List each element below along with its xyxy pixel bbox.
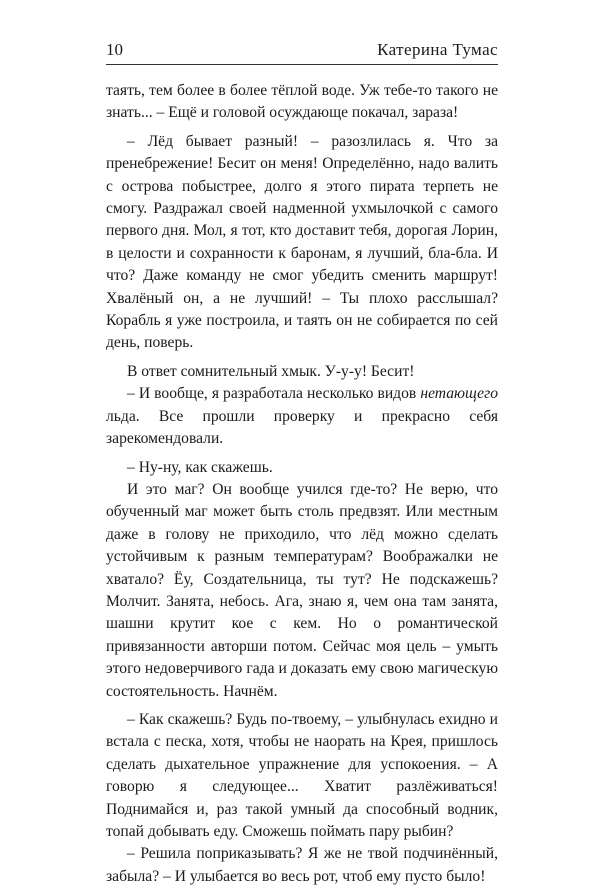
paragraph: В ответ сомнительный хмык. У-у-у! Бесит! xyxy=(127,362,415,380)
paragraph: – Лёд бывает разный! – разозлилась я. Что за пренебрежение! Бесит он меня! Определённо, надо валить с острова побыстрее, долго я этого пирата терпеть не смогу. Раздражал своей надменной ухмылочкой с самого первого дня. Мол, я тот, кто доставит тебя, дорогая Лорин, в целости и сохранности к баронам, я лучший, бла-бла. И что? Даже команду не смог убедить сменить маршрут! Хвалёный он, а не лучший! – Ты плохо расслышал? Корабль я уже построила, и таять он не собирается по сей день, поверь. xyxy=(106,132,498,352)
page-header xyxy=(106,32,498,65)
paragraph xyxy=(106,383,498,450)
paragraph-text: льда. Все прошли проверку и прекрасно себя зарекомендовали. xyxy=(106,407,498,448)
running-head-author: Катерина Тумас xyxy=(377,40,498,59)
paragraph-text: – И вообще, я разработала несколько видов xyxy=(127,385,421,403)
paragraph: – Решила поприказывать? Я же не твой подчинённый, забыла? – И улыбается во весь рот, чтоб ему пусто было! xyxy=(106,845,498,885)
paragraph: – Как скажешь? Будь по-твоему, – улыбнулась ехидно и встала с песка, хотя, чтобы не наорать на Крея, пришлось сделать дыхательное упражнение для успокоения. – А говорю я следующее... Хватит разлёживаться! Поднимайся и, раз такой умный да способный водник, топай добывать еду. Сможешь поймать пару рыбин? xyxy=(106,710,498,840)
page-number: 10 xyxy=(106,40,123,59)
paragraph: таять, тем более в более тёплой воде. Уж тебе-то такого не знать... – Ещё и головой осуждающе покачал, зараза! xyxy=(106,82,498,122)
body-text xyxy=(106,80,498,888)
paragraph: – Ну-ну, как скажешь. xyxy=(127,458,273,476)
emphasized-word: нетающего xyxy=(420,385,498,403)
paragraph: И это маг? Он вообще учился где-то? Не верю, что обученный маг может быть столь предвзят. Или местным даже в голову не приходило, что лёд можно сделать устойчивым к разным температурам? Воображалки не хватало? Ёу, Создательница, ты тут? Не подскажешь? Молчит. Занята, небось. Ага, знаю я, чем она там занята, шашни крутит кое с кем. Но о романтической привязанности авторши потом. Сейчас моя цель – умыть этого недоверчивого гада и доказать ему свою магическую состоятельность. Начнём. xyxy=(106,480,498,700)
